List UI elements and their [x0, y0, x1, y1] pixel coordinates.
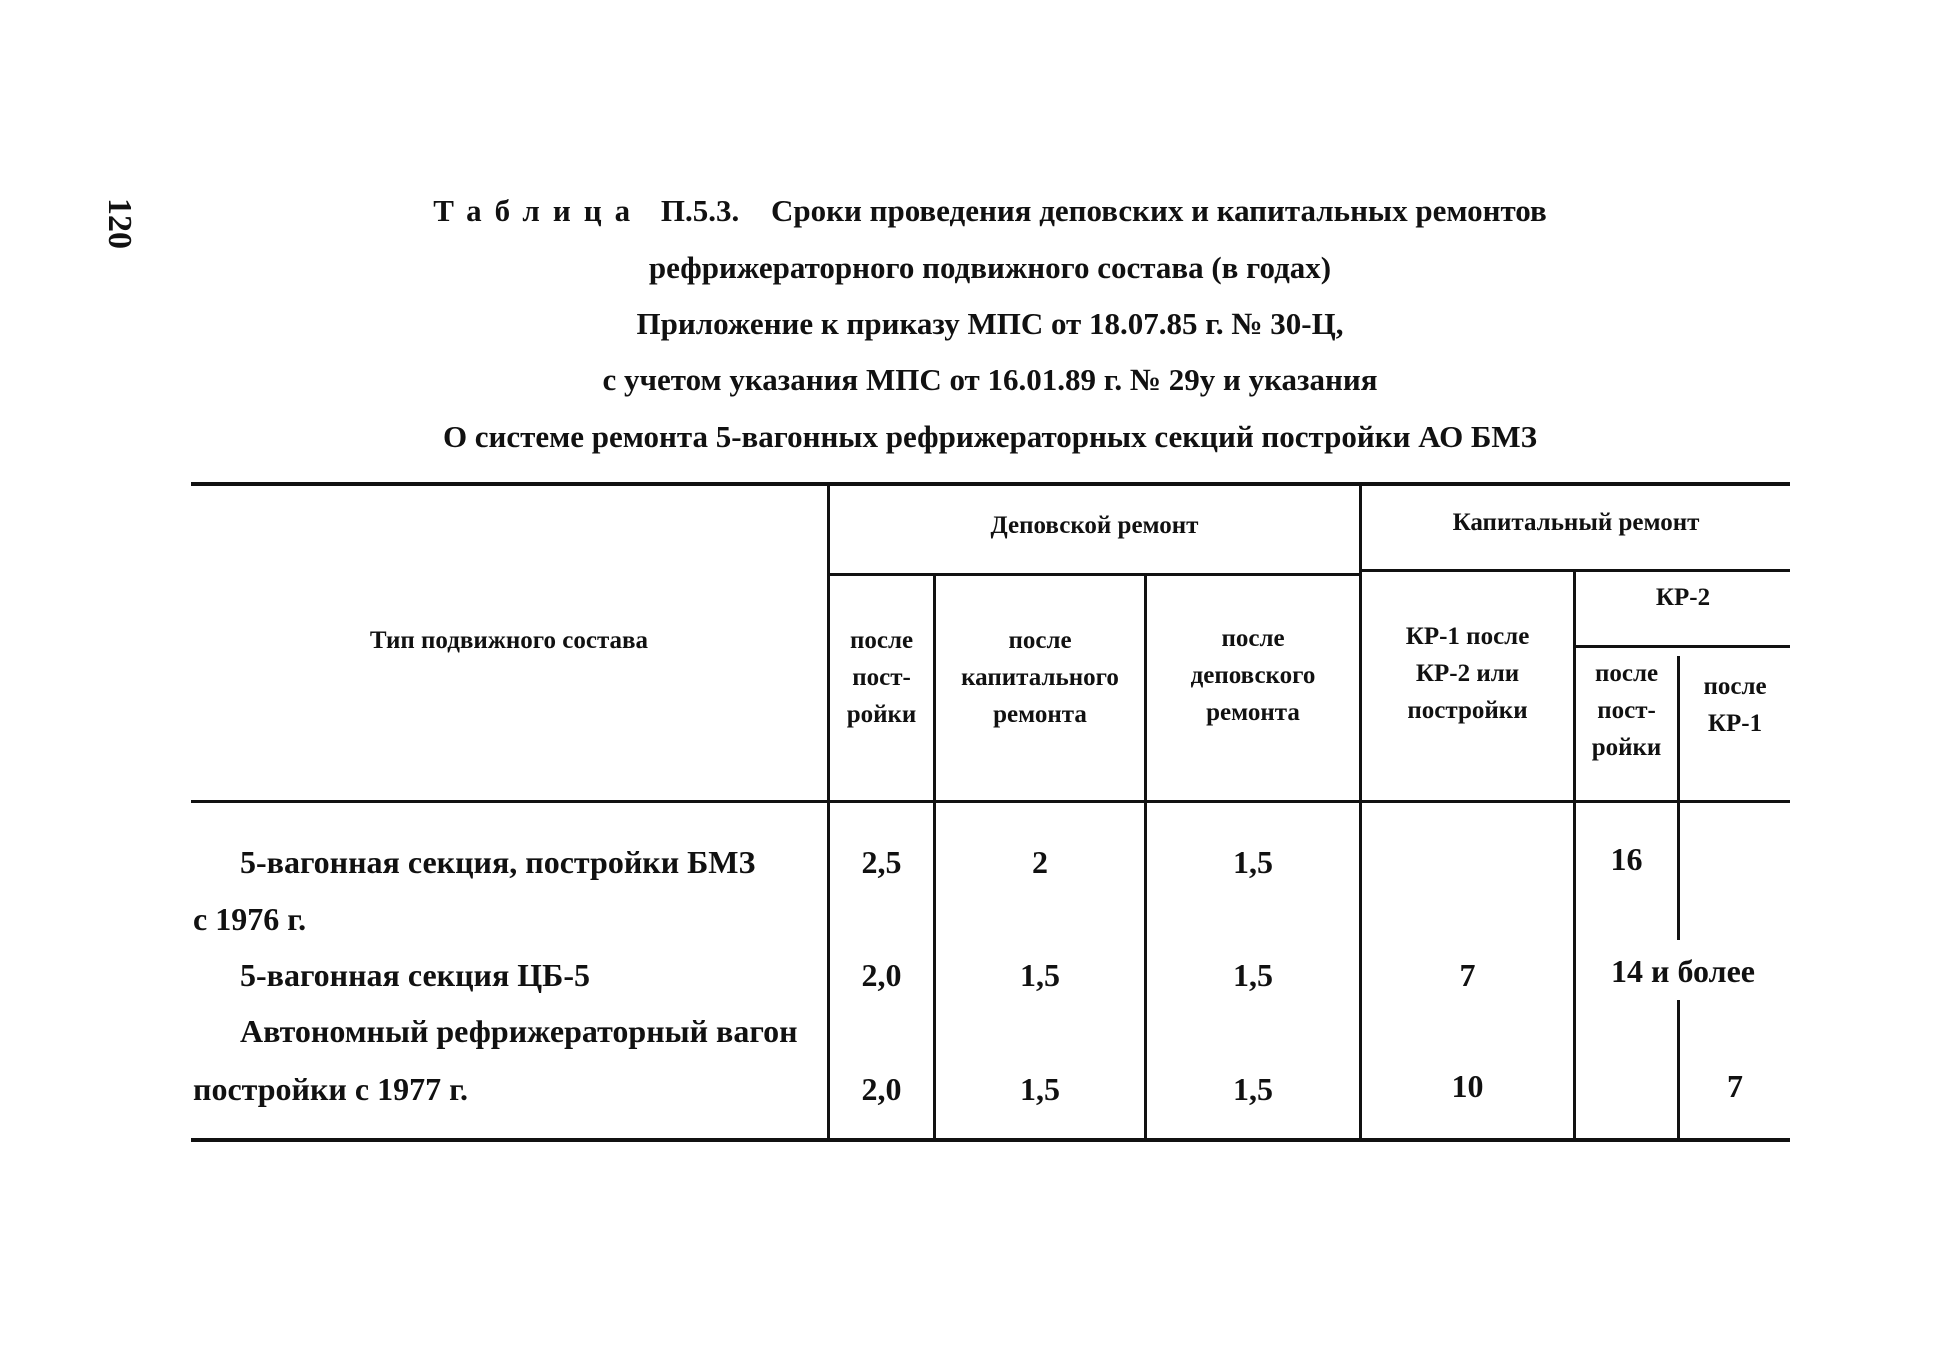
header-capital-repair: Капитальный ремонт	[1452, 509, 1700, 536]
header-after-depot-line: деповского	[1190, 662, 1316, 689]
header-depot-underline	[829, 573, 1361, 576]
table-bottom-rule	[191, 1138, 1790, 1142]
header-after-depot-line: ремонта	[1206, 699, 1300, 726]
header-after-capital-line: капитального	[961, 664, 1119, 691]
kr2-subdivider-row1	[1677, 803, 1680, 940]
header-kr2-after-kr1-line: КР-1	[1707, 710, 1763, 737]
header-after-depot-line: после	[1221, 625, 1285, 652]
header-kr1-line: КР-1 после	[1405, 623, 1530, 650]
header-after-capital-line: после	[1008, 627, 1072, 654]
header-rolling-stock-type: Тип подвижного состава	[369, 627, 649, 654]
header-kr2-after-build-line: после	[1594, 660, 1659, 687]
row3-after-build: 2,0	[861, 1071, 902, 1107]
row2-after-build: 2,0	[861, 957, 902, 993]
table-top-rule	[191, 482, 1790, 486]
instruction-reference: с учетом указания МПС от 16.01.89 г. № 29у и указания	[602, 362, 1378, 397]
page-number: 120	[101, 198, 138, 249]
row1-kr2: 16	[1610, 841, 1643, 877]
header-after-build	[830, 622, 933, 733]
row2-after-depot: 1,5	[1233, 957, 1273, 993]
row2-kr1: 7	[1459, 957, 1476, 993]
header-kr2-after-kr1-line: после	[1703, 673, 1767, 700]
table-title-line-1: Сроки проведения деповских и капитальных ремонтов	[771, 193, 1547, 228]
header-after-build-line: пост-	[852, 664, 911, 691]
header-after-capital	[936, 622, 1144, 733]
header-after-capital-line: ремонта	[993, 701, 1087, 728]
table-label: Таблица	[433, 193, 644, 228]
column-divider-type	[827, 484, 830, 1140]
header-bottom-rule	[191, 800, 1790, 803]
row3-after-depot: 1,5	[1233, 1071, 1273, 1107]
table-number: П.5.3.	[660, 193, 740, 228]
header-kr1	[1362, 618, 1573, 729]
header-kr1-line: КР-2 или	[1415, 660, 1520, 687]
row2-after-capital: 1,5	[1020, 957, 1060, 993]
header-kr2-after-build	[1576, 655, 1677, 766]
header-after-build-line: ройки	[846, 701, 917, 728]
table-caption-line-1	[190, 193, 1790, 229]
header-kr2-after-build-line: ройки	[1591, 734, 1662, 761]
order-reference: Приложение к приказу МПС от 18.07.85 г. № 30-Ц,	[636, 306, 1344, 341]
row3-kr2-after-kr1: 7	[1727, 1068, 1743, 1104]
header-after-build-line: после	[849, 627, 914, 654]
header-after-depot	[1147, 620, 1359, 731]
header-kr2-after-build-line: пост-	[1597, 697, 1656, 724]
header-kr2-after-kr1	[1680, 668, 1790, 742]
header-kr1-line: постройки	[1407, 697, 1528, 724]
row2-kr2: 14 и более	[1611, 953, 1755, 989]
column-divider-depot	[1359, 484, 1362, 1140]
row1-after-depot: 1,5	[1233, 844, 1273, 880]
row1-type-line2: с 1976 г.	[193, 901, 307, 937]
row3-type-line1: Автономный рефрижераторный вагон	[240, 1013, 798, 1049]
row3-kr1: 10	[1451, 1068, 1484, 1104]
row3-after-capital: 1,5	[1020, 1071, 1060, 1107]
table-title-line-2: рефрижераторного подвижного состава (в годах)	[648, 250, 1332, 285]
row2-type: 5-вагонная секция ЦБ-5	[240, 957, 590, 993]
row1-after-build: 2,5	[861, 844, 902, 880]
repair-system-reference: О системе ремонта 5-вагонных рефрижераторных секций постройки АО БМЗ	[442, 419, 1538, 454]
header-depot-repair: Деповской ремонт	[990, 512, 1199, 539]
row3-type-line2: постройки с 1977 г.	[193, 1071, 468, 1107]
row1-type-line1: 5-вагонная секция, постройки БМЗ	[240, 844, 756, 880]
row1-after-capital: 2	[1032, 844, 1048, 880]
header-kr2: КР-2	[1655, 584, 1711, 611]
header-kr2-underline	[1576, 645, 1790, 648]
